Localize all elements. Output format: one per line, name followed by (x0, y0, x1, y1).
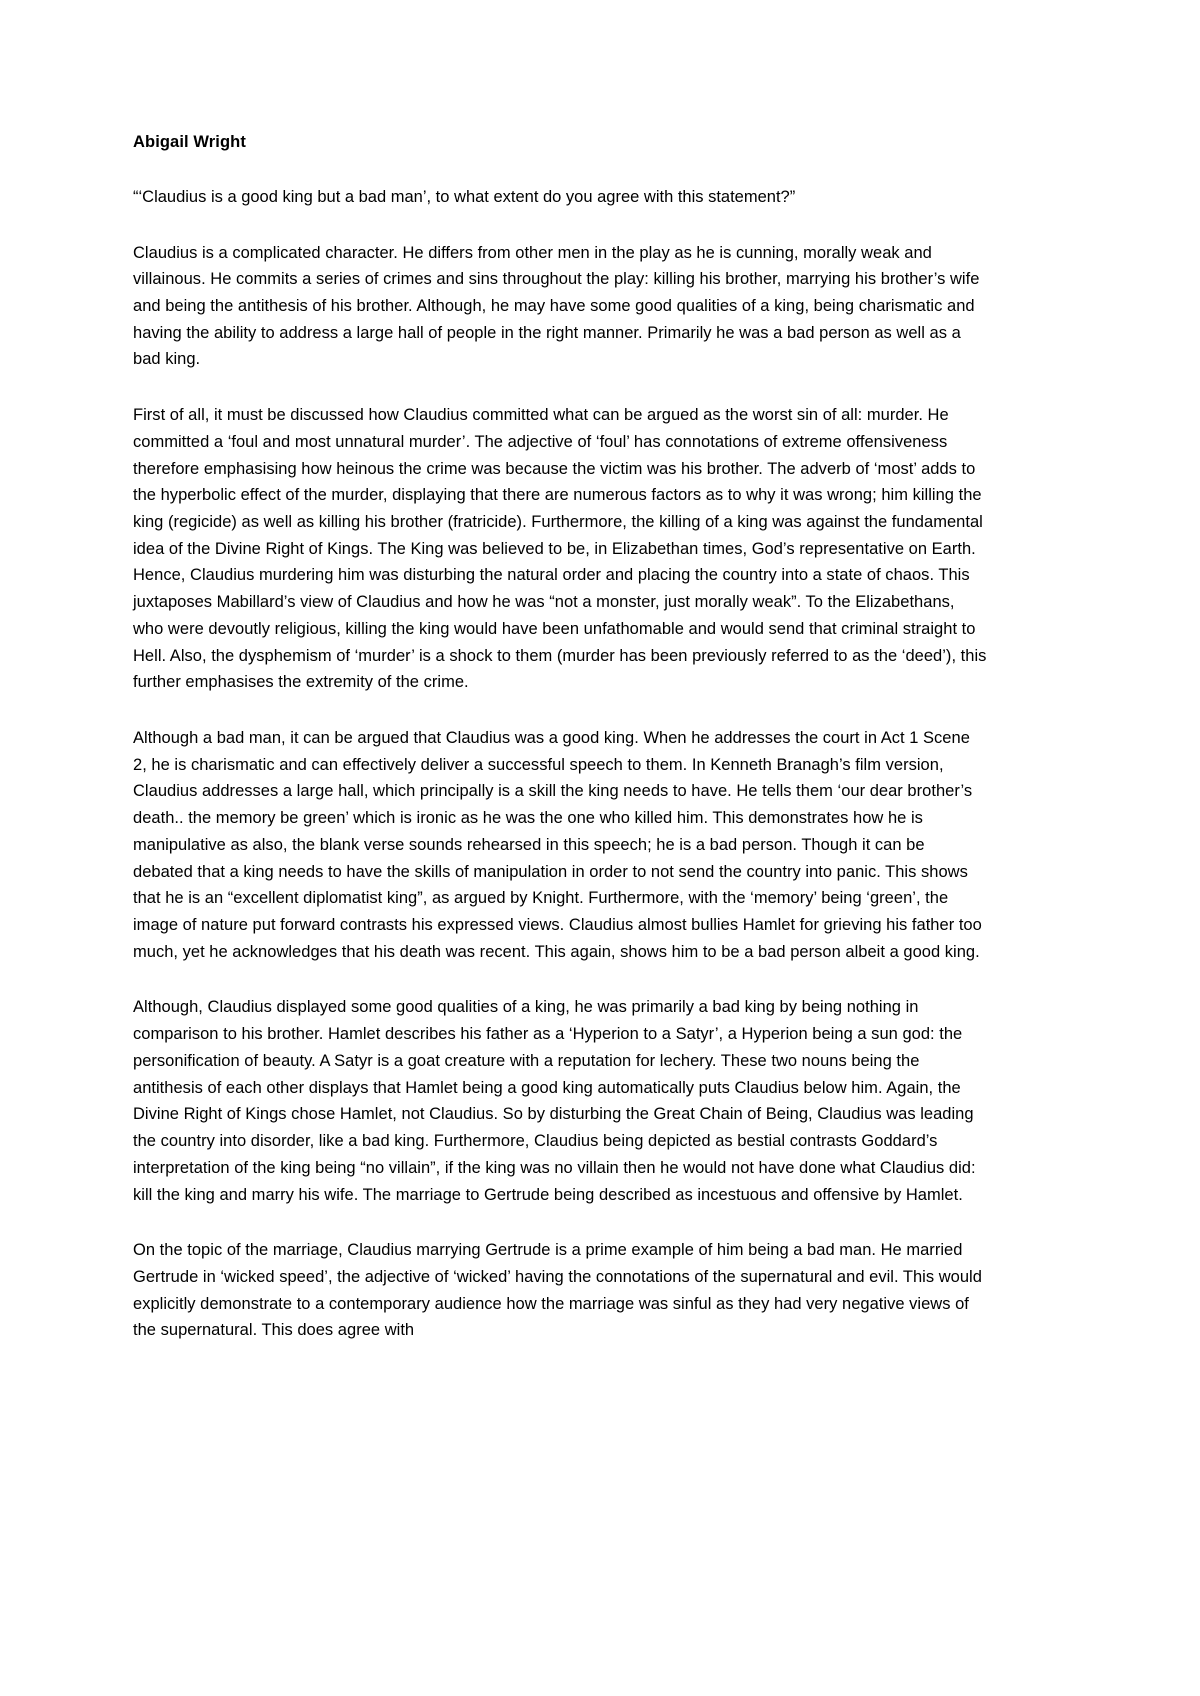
body-paragraph: Although a bad man, it can be argued that Claudius was a good king. When he addresses the court in Act 1 Scene 2, he is charismatic and can effectively deliver a successful speech to them. In Kenneth Branagh’s film version, Claudius addresses a large hall, which principally is a skill the king needs to have. He tells them ‘our dear brother’s death.. the memory be green’ which is ironic as he was the one who killed him. This demonstrates how he is manipulative as also, the blank verse sounds rehearsed in this speech; he is a bad person. Though it can be debated that a king needs to have the skills of manipulation in order to not send the country into panic. This shows that he is an “excellent diplomatist king”, as argued by Knight. Furthermore, with the ‘memory’ being ‘green’, the image of nature put forward contrasts his expressed views. Claudius almost bullies Hamlet for grieving his father too much, yet he acknowledges that his death was recent. This again, shows him to be a bad person albeit a good king. (133, 729, 982, 961)
document-body (133, 130, 988, 1344)
essay-question: “‘Claudius is a good king but a bad man’, to what extent do you agree with this statement?” (133, 187, 796, 206)
body-paragraph: On the topic of the marriage, Claudius marrying Gertrude is a prime example of him being a bad man. He married Gertrude in ‘wicked speed’, the adjective of ‘wicked’ having the connotations of the supernatural and evil. This would explicitly demonstrate to a contemporary audience how the marriage was sinful as they had very negative views of the supernatural. This does agree with (133, 1241, 982, 1340)
body-paragraph: Claudius is a complicated character. He differs from other men in the play as he is cunning, morally weak and villainous. He commits a series of crimes and sins throughout the play: killing his brother, marrying his brother’s wife and being the antithesis of his brother. Although, he may have some good qualities of a king, being charismatic and having the ability to address a large hall of people in the right manner. Primarily he was a bad person as well as a bad king. (133, 243, 980, 369)
body-paragraph: First of all, it must be discussed how Claudius committed what can be argued as the worst sin of all: murder. He committed a ‘foul and most unnatural murder’. The adjective of ‘foul’ has connotations of extreme offensiveness therefore emphasising how heinous the crime was because the victim was his brother. The adverb of ‘most’ adds to the hyperbolic effect of the murder, displaying that there are numerous factors as to why it was wrong; him killing the king (regicide) as well as killing his brother (fratricide). Furthermore, the killing of a king was against the fundamental idea of the Divine Right of Kings. The King was believed to be, in Elizabethan times, God’s representative on Earth. Hence, Claudius murdering him was disturbing the natural order and placing the country into a state of chaos. This juxtaposes Mabillard’s view of Claudius and how he was “not a monster, just morally weak”. To the Elizabethans, who were devoutly religious, killing the king would have been unfathomable and would send that criminal straight to Hell. Also, the dysphemism of ‘murder’ is a shock to them (murder has been previously referred to as the ‘deed’), this further emphasises the extremity of the crime. (133, 406, 987, 692)
body-paragraph: Although, Claudius displayed some good qualities of a king, he was primarily a bad king by being nothing in comparison to his brother. Hamlet describes his father as a ‘Hyperion to a Satyr’, a Hyperion being a sun god: the personification of beauty. A Satyr is a goat creature with a reputation for lechery. These two nouns being the antithesis of each other displays that Hamlet being a good king automatically puts Claudius below him. Again, the Divine Right of Kings chose Hamlet, not Claudius. So by disturbing the Great Chain of Being, Claudius was leading the country into disorder, like a bad king. Furthermore, Claudius being depicted as bestial contrasts Goddard’s interpretation of the king being “no villain”, if the king was no villain then he would not have done what Claudius did: kill the king and marry his wife. The marriage to Gertrude being described as incestuous and offensive by Hamlet. (133, 998, 976, 1204)
author-name: Abigail Wright (133, 133, 246, 151)
